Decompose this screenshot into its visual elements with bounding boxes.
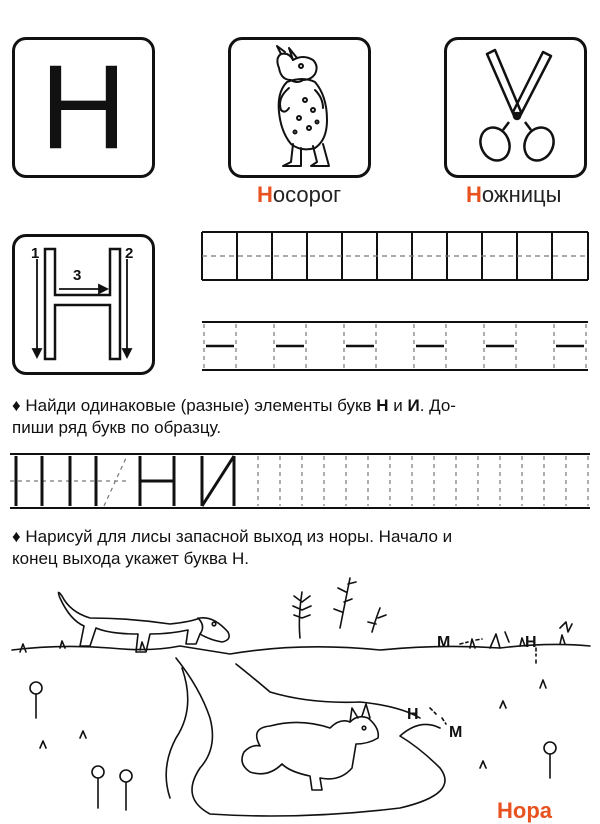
task1-part3: . До- (419, 396, 456, 415)
task2-line1: Нарисуй для лисы запасной выход из норы. Начало и (25, 527, 453, 546)
writing-grid-upper (200, 226, 590, 286)
letter-card (12, 37, 155, 178)
stroke-number-3: 3 (73, 267, 82, 284)
scene-label-m-top: М (437, 634, 451, 651)
task1-part2: и (388, 396, 408, 415)
bullet-diamond-icon-2: ♦ (12, 527, 26, 546)
scissors-card (444, 37, 587, 178)
burrow-caption-first-letter: Н (497, 798, 513, 823)
task1-part1: Найди одинаковые (разные) элементы букв (25, 396, 377, 415)
burrow-caption-rest: ора (512, 798, 553, 823)
rhino-caption (257, 182, 341, 208)
writing-grid-lower (200, 316, 590, 376)
scene-label-n-bottom: Н (407, 706, 419, 723)
rhino-caption-rest: осорог (272, 182, 342, 207)
scissors-caption-rest: ожницы (481, 182, 562, 207)
letter-elements-row (8, 448, 592, 514)
scissors-caption (466, 182, 561, 208)
rhino-picture (231, 40, 368, 175)
scene-label-n-top: Н (525, 634, 537, 651)
task1-letter-n: Н (376, 396, 389, 415)
burrow-caption (497, 798, 552, 824)
stroke-number-2: 2 (125, 245, 134, 262)
task1-text (12, 395, 588, 439)
rhino-card (228, 37, 371, 178)
scene-label-m-bottom: М (449, 724, 463, 741)
bullet-diamond-icon: ♦ (12, 396, 26, 415)
task1-line2: пиши ряд букв по образцу. (12, 418, 222, 437)
task2-line2: конец выхода укажет буква Н. (12, 549, 249, 568)
rhino-caption-first-letter: Н (257, 182, 273, 207)
task2-text (12, 526, 588, 570)
big-letter: Н (40, 40, 127, 174)
stroke-order-card (12, 234, 155, 375)
scissors-caption-first-letter: Н (466, 182, 482, 207)
scissors-picture (447, 40, 584, 175)
task1-letter-i: И (407, 396, 420, 415)
stroke-number-1: 1 (31, 245, 40, 262)
burrow-scene (0, 568, 600, 820)
